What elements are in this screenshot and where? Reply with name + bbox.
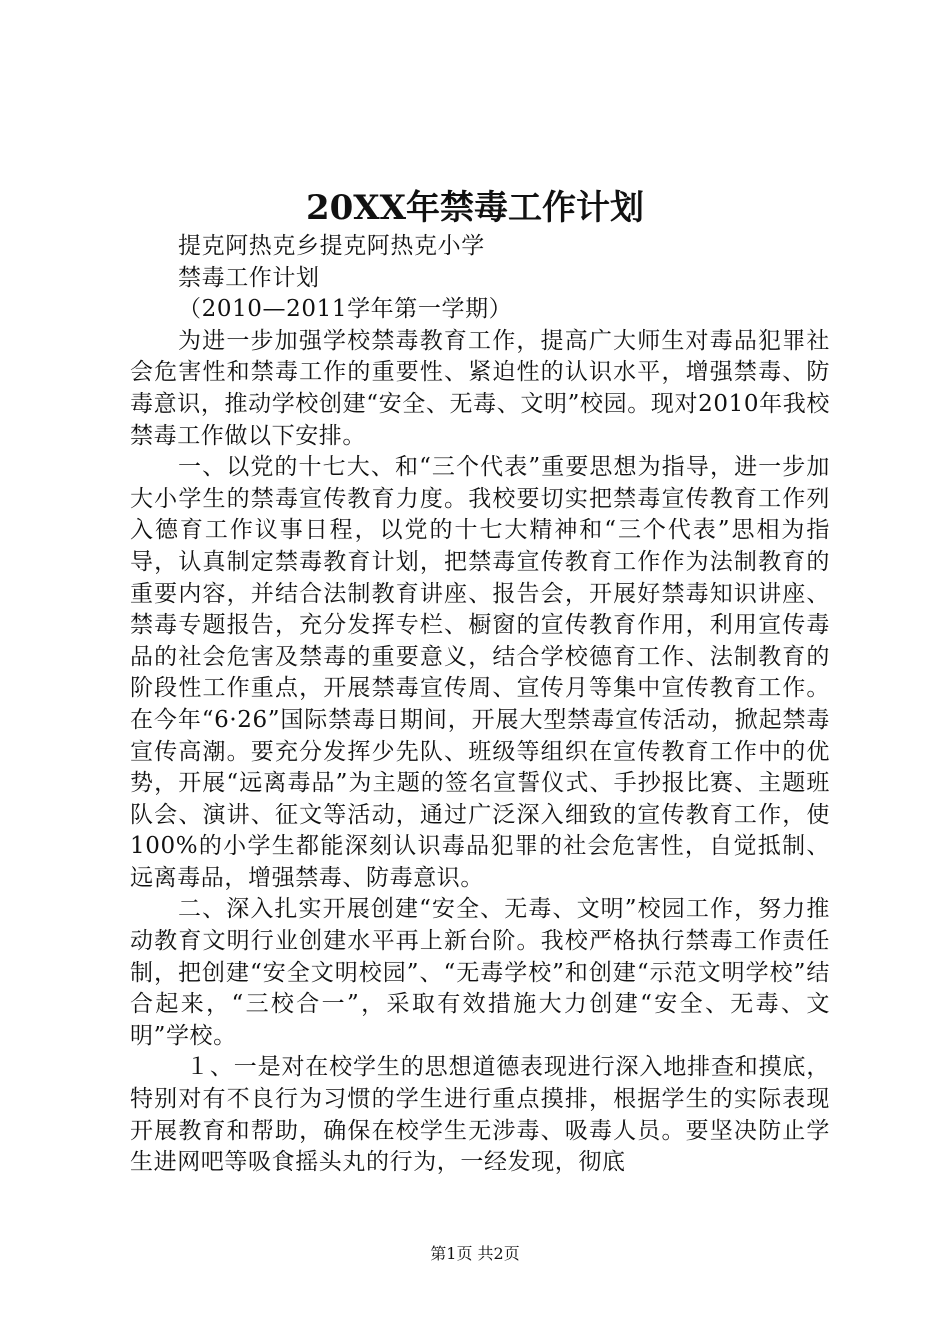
item-one-paragraph: １、一是对在校学生的思想道德表现进行深入地排查和摸底，特别对有不良行为习惯的学生进行重点摸排，根据学生的实际表现开展教育和帮助，确保在校学生无涉毒、吸毒人员。要坚决防止学生进网吧等吸食摇头丸的行为，一经发现，彻底 xyxy=(130,1054,830,1176)
section-two-paragraph: 二、深入扎实开展创建“安全、无毒、文明”校园工作，努力推动教育文明行业创建水平再上新台阶。我校严格执行禁毒工作责任制，把创建“安全文明校园”、“无毒学校”和创建“示范文明学校”结合起来，“三校合一”，采取有效措施大力创建“安全、无毒、文明”学校。 xyxy=(130,896,830,1049)
intro-paragraph: 为进一步加强学校禁毒教育工作，提高广大师生对毒品犯罪社会危害性和禁毒工作的重要性、紧迫性的认识水平，增强禁毒、防毒意识，推动学校创建“安全、无毒、文明”校园。现对2010年我校禁毒工作做以下安排。 xyxy=(130,327,830,449)
page-footer: 第1页 共2页 xyxy=(430,1244,520,1263)
plan-subtitle-line: 禁毒工作计划 xyxy=(178,264,320,291)
section-one-paragraph: 一、以党的十七大、和“三个代表”重要思想为指导，进一步加大小学生的禁毒宣传教育力度。我校要切实把禁毒宣传教育工作列入德育工作议事日程，以党的十七大精神和“三个代表”思相为指导，认真制定禁毒教育计划，把禁毒宣传教育工作作为法制教育的重要内容，并结合法制教育讲座、报告会，开展好禁毒知识讲座、禁毒专题报告，充分发挥专栏、橱窗的宣传教育作用，利用宣传毒品的社会危害及禁毒的重要意义，结合学校德育工作、法制教育的阶段性工作重点，开展禁毒宣传周、宣传月等集中宣传教育工作。在今年“6·26”国际禁毒日期间，开展大型禁毒宣传活动，掀起禁毒宣传高潮。要充分发挥少先队、班级等组织在宣传教育工作中的优势，开展“远离毒品”为主题的签名宣誓仪式、手抄报比赛、主题班队会、演讲、征文等活动，通过广泛深入细致的宣传教育工作，使100%的小学生都能深刻认识毒品犯罪的社会危害性，自觉抵制、远离毒品，增强禁毒、防毒意识。 xyxy=(130,454,830,891)
semester-line: （2010—2011学年第一学期） xyxy=(178,296,513,323)
document-title: 20XX年禁毒工作计划 xyxy=(305,188,645,228)
school-name-line: 提克阿热克乡提克阿热克小学 xyxy=(178,233,485,259)
document-body xyxy=(130,231,830,1179)
